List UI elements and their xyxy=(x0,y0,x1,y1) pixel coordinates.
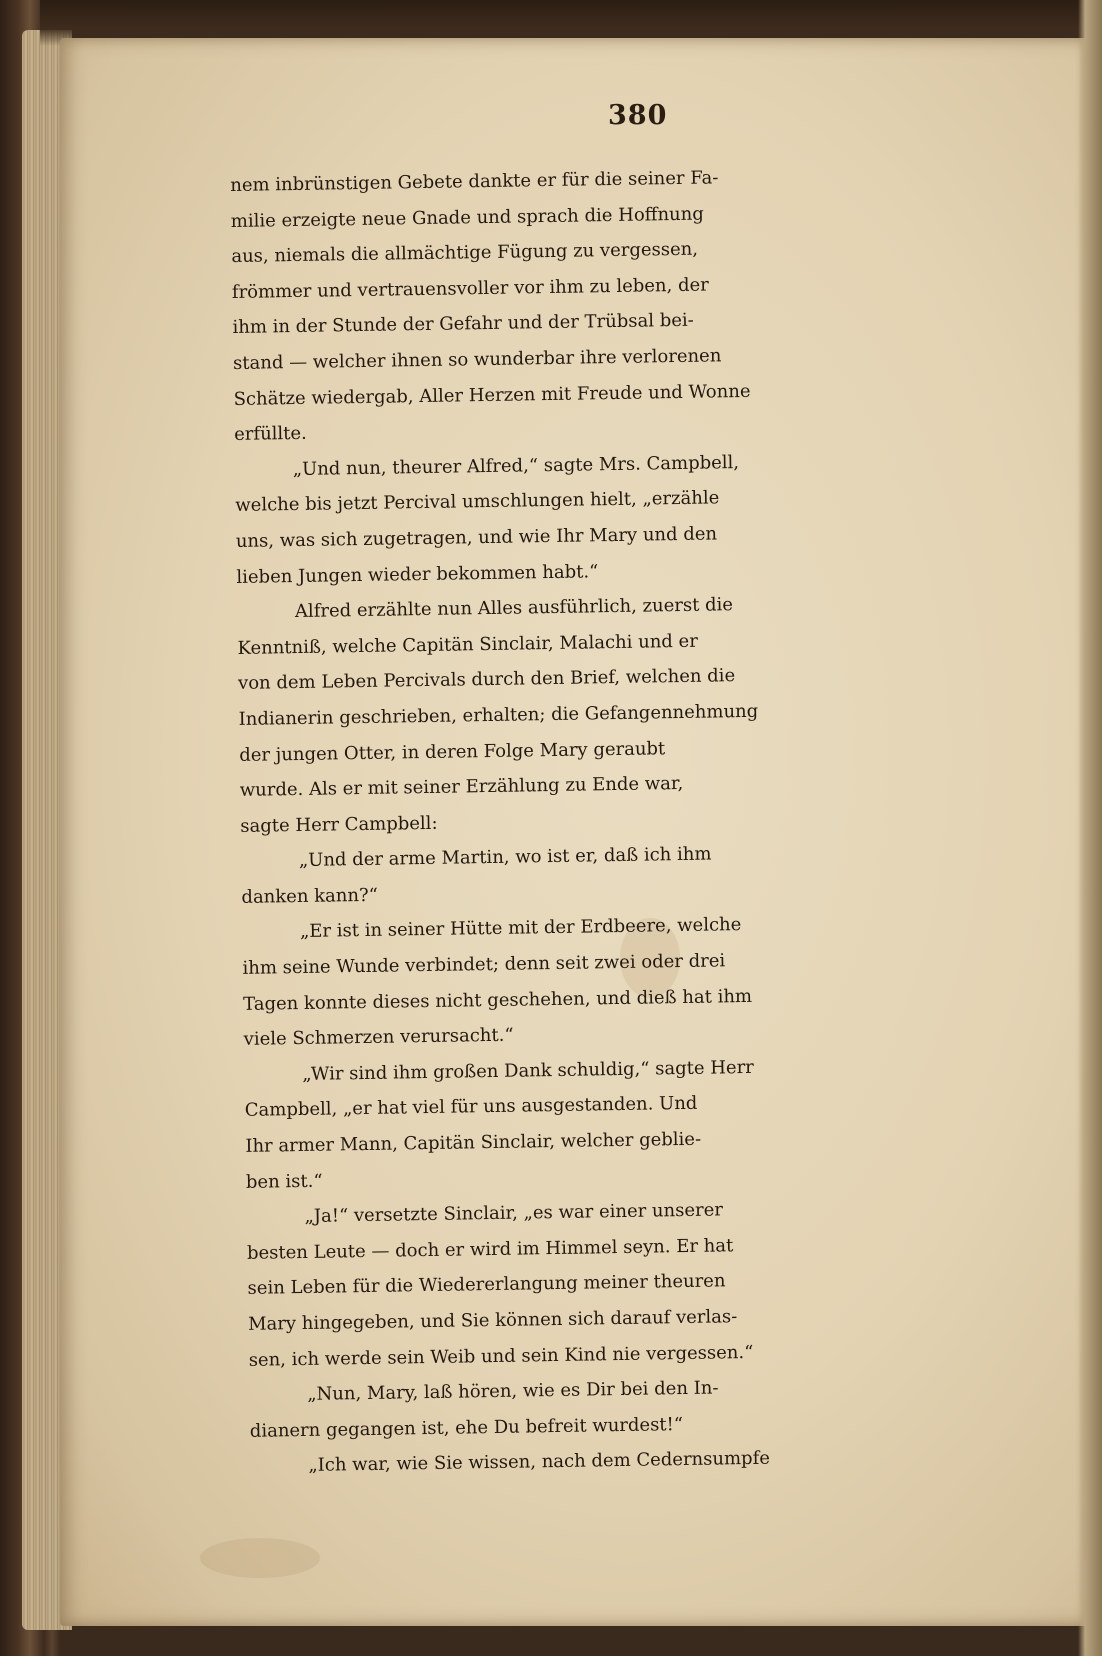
text-line: Indianerin geschrieben, erhalten; die Gefangennehmung xyxy=(238,700,759,730)
text-line: „Und nun, theurer Alfred,“ sagte Mrs. Campbell, xyxy=(292,451,740,480)
page-number: 380 xyxy=(608,100,668,131)
text-line: besten Leute — doch er wird im Himmel seyn. Er hat xyxy=(246,1235,734,1264)
page-text xyxy=(230,155,1071,1485)
text-line: Schätze wiedergab, Aller Herzen mit Freude und Wonne xyxy=(233,380,751,410)
text-line: „Und der arme Martin, wo ist er, daß ich ihm xyxy=(298,843,712,872)
text-line: milie erzeigte neue Gnade und sprach die Hoffnung xyxy=(230,203,704,232)
text-line: dianern gegangen ist, ehe Du befreit wurdest!“ xyxy=(249,1413,684,1442)
text-line: ben ist.“ xyxy=(245,1170,323,1193)
text-line: sagte Herr Campbell: xyxy=(240,812,438,837)
text-line: sen, ich werde sein Weib und sein Kind nie vergessen.“ xyxy=(248,1341,754,1371)
text-line: „Er ist in seiner Hütte mit der Erdbeere, welche xyxy=(299,914,742,943)
paper-stain xyxy=(200,1538,320,1578)
text-line: wurde. Als er mit seiner Erzählung zu Ende war, xyxy=(239,773,684,802)
text-line: sein Leben für die Wiedererlangung meiner theuren xyxy=(247,1270,726,1300)
text-line: Campbell, „er hat viel für uns ausgestanden. Und xyxy=(244,1093,698,1122)
text-line: stand — welcher ihnen so wunderbar ihre verlorenen xyxy=(232,345,722,374)
text-line: lieben Jungen wieder bekommen habt.“ xyxy=(236,560,599,588)
text-line: Ihr armer Mann, Capitän Sinclair, welcher geblie- xyxy=(245,1128,702,1157)
text-line: frömmer und vertrauensvoller vor ihm zu leben, der xyxy=(231,274,709,303)
text-line: aus, niemals die allmächtige Fügung zu vergessen, xyxy=(231,238,699,268)
text-line: erfüllte. xyxy=(234,422,307,446)
text-line: Kenntniß, welche Capitän Sinclair, Malachi und er xyxy=(237,630,699,659)
text-line: ihm seine Wunde verbindet; denn seit zwei oder drei xyxy=(242,950,726,979)
text-line: Mary hingegeben, und Sie können sich darauf verlas- xyxy=(248,1306,738,1335)
text-line: „Ich war, wie Sie wissen, nach dem Cedernsumpfe xyxy=(308,1448,771,1477)
page-right-edge xyxy=(1078,0,1102,1656)
text-line: ihm in der Stunde der Gefahr und der Trübsal bei- xyxy=(232,310,694,339)
text-line: der jungen Otter, in deren Folge Mary geraubt xyxy=(239,737,666,766)
text-line: „Ja!“ versetzte Sinclair, „es war einer unserer xyxy=(304,1199,724,1228)
text-line: uns, was sich zugetragen, und wie Ihr Mary und den xyxy=(235,523,718,552)
text-line: nem inbrünstigen Gebete dankte er für die seiner Fa- xyxy=(230,167,719,196)
text-line: welche bis jetzt Percival umschlungen hielt, „erzähle xyxy=(235,487,720,517)
text-line: von dem Leben Percivals durch den Brief, welchen die xyxy=(237,665,736,695)
text-line: „Nun, Mary, laß hören, wie es Dir bei den In- xyxy=(307,1377,719,1406)
text-line: viele Schmerzen verursacht.“ xyxy=(243,1024,514,1051)
text-line: Tagen konnte dieses nicht geschehen, und dieß hat ihm xyxy=(242,985,753,1015)
text-line: danken kann?“ xyxy=(241,884,379,908)
text-line: Alfred erzählte nun Alles ausführlich, zuerst die xyxy=(294,594,734,623)
text-line: „Wir sind ihm großen Dank schuldig,“ sagte Herr xyxy=(302,1056,754,1085)
